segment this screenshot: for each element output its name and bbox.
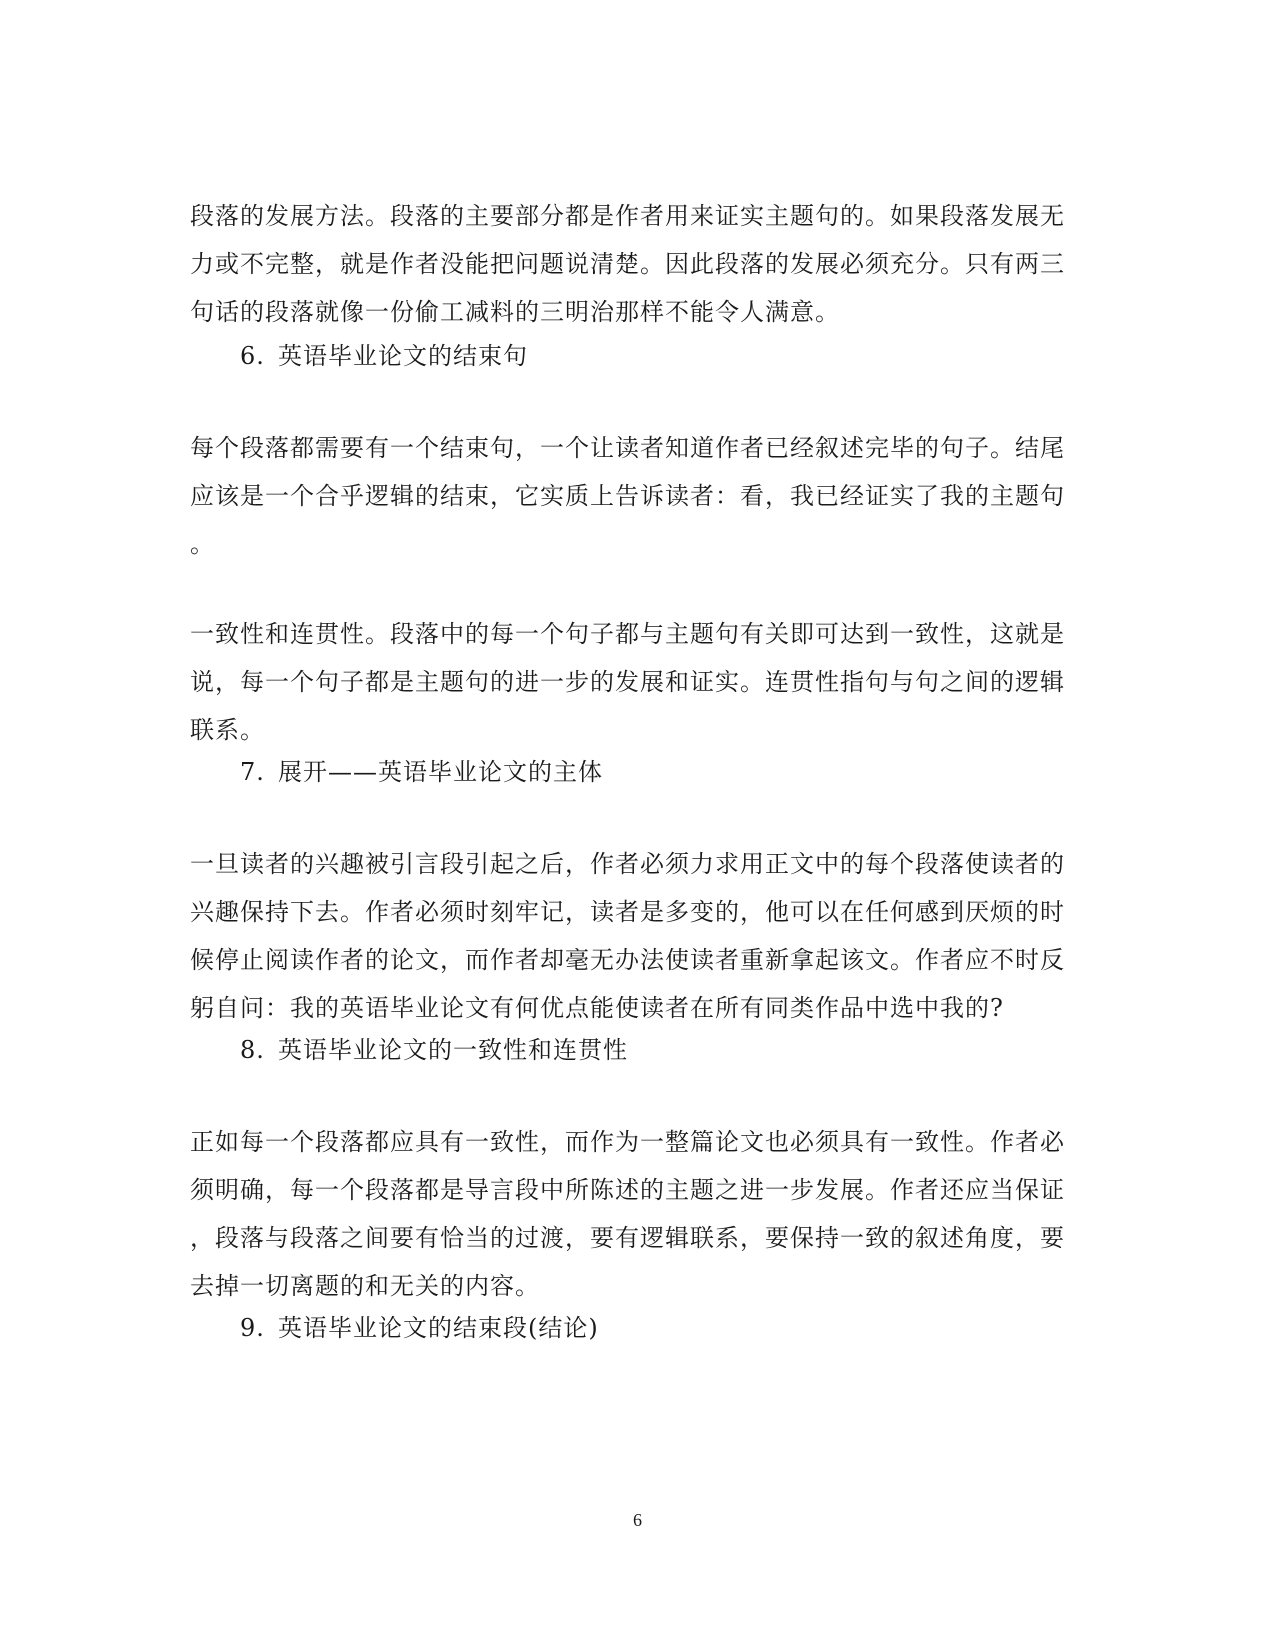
paragraph-line: 躬自问：我的英语毕业论文有何优点能使读者在所有同类作品中选中我的? (190, 994, 1004, 1022)
paragraph-line: 联系。 (190, 716, 265, 744)
paragraph-line: 说，每一个句子都是主题句的进一步的发展和证实。连贯性指句与句之间的逻辑 (190, 668, 1065, 696)
paragraph-line: 句话的段落就像一份偷工减料的三明治那样不能令人满意。 (190, 298, 840, 326)
paragraph-line: 每个段落都需要有一个结束句，一个让读者知道作者已经叙述完毕的句子。结尾 (190, 434, 1065, 462)
paragraph-line: 候停止阅读作者的论文，而作者却毫无办法使读者重新拿起该文。作者应不时反 (190, 946, 1065, 974)
paragraph-line: 段落的发展方法。段落的主要部分都是作者用来证实主题句的。如果段落发展无 (190, 202, 1065, 230)
heading-title: 展开——英语毕业论文的主体 (278, 758, 603, 786)
paragraph-body-interest (190, 840, 1070, 1032)
paragraph-line: 去掉一切离题的和无关的内容。 (190, 1272, 540, 1300)
heading-number: 8. (240, 1036, 265, 1064)
section-heading-7 (240, 748, 603, 796)
paragraph-line: 正如每一个段落都应具有一致性，而作为一整篇论文也必须具有一致性。作者必 (190, 1128, 1065, 1156)
section-heading-8 (240, 1026, 628, 1074)
paragraph-development-method (190, 192, 1070, 336)
paragraph-line: 兴趣保持下去。作者必须时刻牢记，读者是多变的，他可以在任何感到厌烦的时 (190, 898, 1065, 926)
section-heading-6 (240, 332, 528, 380)
paragraph-line: 。 (190, 530, 215, 558)
paragraph-line: 须明确，每一个段落都是导言段中所陈述的主题之进一步发展。作者还应当保证 (190, 1176, 1065, 1204)
paragraph-whole-unity (190, 1118, 1070, 1310)
paragraph-line: 一旦读者的兴趣被引言段引起之后，作者必须力求用正文中的每个段落使读者的 (190, 850, 1065, 878)
paragraph-unity-coherence (190, 610, 1070, 754)
paragraph-line: 力或不完整，就是作者没能把问题说清楚。因此段落的发展必须充分。只有两三 (190, 250, 1065, 278)
heading-number: 9. (240, 1314, 265, 1342)
paragraph-closing-sentence (190, 424, 1070, 568)
heading-title: 英语毕业论文的结束句 (278, 342, 528, 370)
section-heading-9 (240, 1304, 599, 1352)
paragraph-line: 应该是一个合乎逻辑的结束，它实质上告诉读者：看，我已经证实了我的主题句 (190, 482, 1065, 510)
page-number: 6 (633, 1510, 642, 1530)
paragraph-line: 一致性和连贯性。段落中的每一个句子都与主题句有关即可达到一致性，这就是 (190, 620, 1065, 648)
heading-title: 英语毕业论文的一致性和连贯性 (278, 1036, 628, 1064)
heading-title: 英语毕业论文的结束段(结论) (278, 1314, 599, 1342)
heading-number: 7. (240, 758, 265, 786)
heading-number: 6. (240, 342, 265, 370)
paragraph-line: ，段落与段落之间要有恰当的过渡，要有逻辑联系，要保持一致的叙述角度，要 (190, 1224, 1065, 1252)
